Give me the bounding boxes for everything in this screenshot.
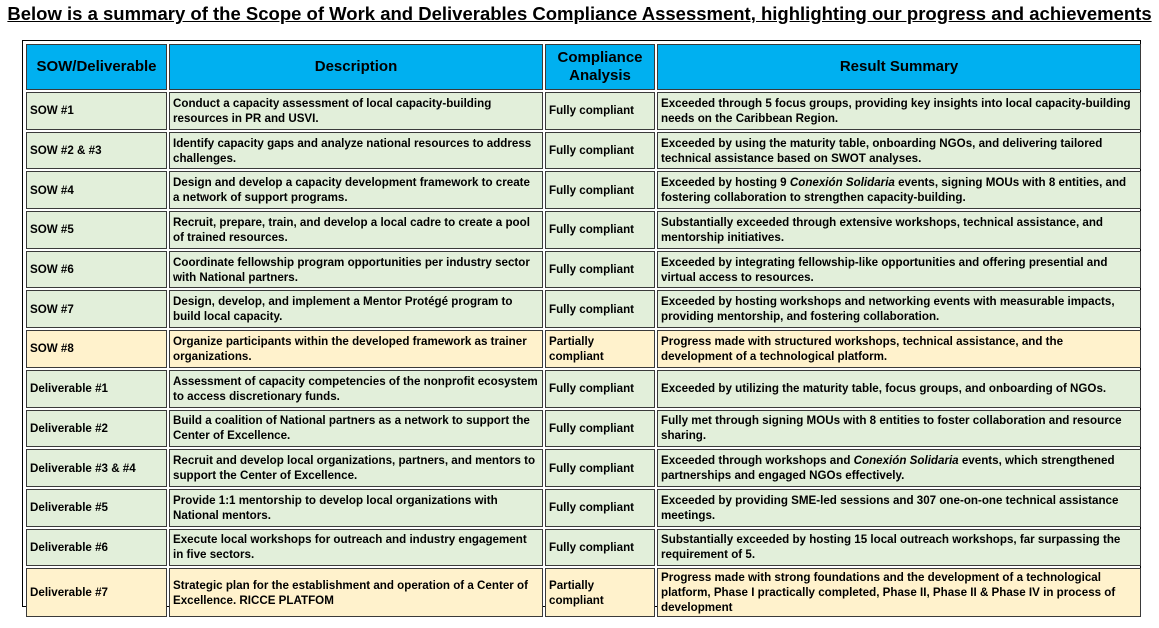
cell-sow-deliverable: SOW #4 bbox=[26, 171, 167, 209]
result-text: Progress made with strong foundations and the development of a technological platform, Phase I practically completed, Phase II, Phase II & Phase IV in process of development bbox=[661, 571, 1116, 615]
cell-compliance-status: Fully compliant bbox=[545, 92, 655, 130]
cell-description: Build a coalition of National partners as a network to support the Center of Excellence. bbox=[169, 410, 543, 448]
page-title: Below is a summary of the Scope of Work and Deliverables Compliance Assessment, highlighting our progress and achievements bbox=[7, 3, 1152, 24]
cell-result-summary bbox=[657, 290, 1141, 328]
table-row bbox=[26, 171, 1141, 209]
cell-description: Assessment of capacity competencies of the nonprofit ecosystem to access discretionary funds. bbox=[169, 370, 543, 408]
cell-compliance-status: Fully compliant bbox=[545, 211, 655, 249]
header-compliance-analysis: Compliance Analysis bbox=[545, 44, 655, 90]
table-row bbox=[26, 370, 1141, 408]
result-text: Progress made with structured workshops, technical assistance, and the development of a technological platform. bbox=[661, 334, 1064, 363]
table-row bbox=[26, 410, 1141, 448]
table-row bbox=[26, 92, 1141, 130]
cell-result-summary bbox=[657, 211, 1141, 249]
cell-compliance-status: Fully compliant bbox=[545, 370, 655, 408]
cell-description: Coordinate fellowship program opportunities per industry sector with National partners. bbox=[169, 251, 543, 289]
cell-result-summary bbox=[657, 132, 1141, 170]
result-text: Fully met through signing MOUs with 8 entities to foster collaboration and resource sharing. bbox=[661, 414, 1122, 443]
cell-compliance-status: Partially compliant bbox=[545, 568, 655, 617]
table-row bbox=[26, 330, 1141, 368]
cell-sow-deliverable: Deliverable #5 bbox=[26, 489, 167, 527]
cell-description: Identify capacity gaps and analyze national resources to address challenges. bbox=[169, 132, 543, 170]
event-name-emphasis: Conexión Solidaria bbox=[789, 176, 895, 190]
result-text: Exceeded by hosting 9 bbox=[661, 176, 790, 190]
cell-sow-deliverable: SOW #1 bbox=[26, 92, 167, 130]
cell-description: Design and develop a capacity development framework to create a network of support programs. bbox=[169, 171, 543, 209]
cell-sow-deliverable: Deliverable #3 & #4 bbox=[26, 449, 167, 487]
result-text: Exceeded through workshops and bbox=[661, 454, 854, 468]
table-row bbox=[26, 489, 1141, 527]
cell-result-summary bbox=[657, 92, 1141, 130]
cell-sow-deliverable: SOW #5 bbox=[26, 211, 167, 249]
header-sow-deliverable: SOW/Deliverable bbox=[26, 44, 167, 90]
result-text: Exceeded through 5 focus groups, providing key insights into local capacity-building needs on the Caribbean Region. bbox=[661, 96, 1131, 125]
cell-description: Provide 1:1 mentorship to develop local organizations with National mentors. bbox=[169, 489, 543, 527]
cell-description: Design, develop, and implement a Mentor Protégé program to build local capacity. bbox=[169, 290, 543, 328]
result-text: Exceeded by using the maturity table, onboarding NGOs, and delivering tailored technical assistance based on SWOT analyses. bbox=[661, 136, 1103, 165]
cell-result-summary bbox=[657, 529, 1141, 567]
cell-result-summary bbox=[657, 330, 1141, 368]
cell-compliance-status: Partially compliant bbox=[545, 330, 655, 368]
result-text: events, which strengthened partnerships and engaged NGOs effectively. bbox=[661, 454, 1115, 483]
cell-description: Execute local workshops for outreach and industry engagement in five sectors. bbox=[169, 529, 543, 567]
cell-sow-deliverable: SOW #8 bbox=[26, 330, 167, 368]
cell-sow-deliverable: SOW #6 bbox=[26, 251, 167, 289]
result-text: events, signing MOUs with 8 entities, and fostering collaboration to strengthen capacity-building. bbox=[661, 176, 1127, 205]
table-row bbox=[26, 529, 1141, 567]
cell-compliance-status: Fully compliant bbox=[545, 251, 655, 289]
cell-description: Organize participants within the developed framework as trainer organizations. bbox=[169, 330, 543, 368]
cell-description: Strategic plan for the establishment and operation of a Center of Excellence. RICCE PLATFOM bbox=[169, 568, 543, 617]
result-text: Exceeded by integrating fellowship-like opportunities and offering presential and virtual access to resources. bbox=[661, 255, 1108, 284]
cell-result-summary bbox=[657, 410, 1141, 448]
table-row bbox=[26, 449, 1141, 487]
cell-description: Conduct a capacity assessment of local capacity-building resources in PR and USVI. bbox=[169, 92, 543, 130]
cell-compliance-status: Fully compliant bbox=[545, 290, 655, 328]
header-result-summary: Result Summary bbox=[657, 44, 1141, 90]
table-row bbox=[26, 290, 1141, 328]
cell-result-summary bbox=[657, 568, 1141, 617]
cell-compliance-status: Fully compliant bbox=[545, 410, 655, 448]
cell-result-summary bbox=[657, 489, 1141, 527]
table-row bbox=[26, 211, 1141, 249]
table-row bbox=[26, 132, 1141, 170]
table-header-row bbox=[26, 44, 1141, 90]
cell-description: Recruit and develop local organizations, partners, and mentors to support the Center of Excellence. bbox=[169, 449, 543, 487]
cell-sow-deliverable: SOW #2 & #3 bbox=[26, 132, 167, 170]
cell-result-summary bbox=[657, 171, 1141, 209]
cell-sow-deliverable: SOW #7 bbox=[26, 290, 167, 328]
cell-result-summary bbox=[657, 370, 1141, 408]
cell-compliance-status: Fully compliant bbox=[545, 171, 655, 209]
result-text: Exceeded by utilizing the maturity table, focus groups, and onboarding of NGOs. bbox=[661, 382, 1107, 396]
result-text: Exceeded by providing SME-led sessions and 307 one-on-one technical assistance meetings. bbox=[661, 493, 1119, 522]
result-text: Substantially exceeded through extensive workshops, technical assistance, and mentorship initiatives. bbox=[661, 215, 1104, 244]
compliance-table bbox=[24, 42, 1143, 619]
event-name-emphasis: Conexión Solidaria bbox=[853, 454, 959, 468]
table-body bbox=[26, 92, 1141, 617]
cell-compliance-status: Fully compliant bbox=[545, 529, 655, 567]
cell-sow-deliverable: Deliverable #6 bbox=[26, 529, 167, 567]
header-description: Description bbox=[169, 44, 543, 90]
cell-compliance-status: Fully compliant bbox=[545, 449, 655, 487]
cell-compliance-status: Fully compliant bbox=[545, 132, 655, 170]
result-text: Substantially exceeded by hosting 15 local outreach workshops, far surpassing the requirement of 5. bbox=[661, 533, 1121, 562]
cell-sow-deliverable: Deliverable #1 bbox=[26, 370, 167, 408]
cell-sow-deliverable: Deliverable #2 bbox=[26, 410, 167, 448]
cell-compliance-status: Fully compliant bbox=[545, 489, 655, 527]
table-row bbox=[26, 568, 1141, 617]
cell-sow-deliverable: Deliverable #7 bbox=[26, 568, 167, 617]
cell-description: Recruit, prepare, train, and develop a local cadre to create a pool of trained resources. bbox=[169, 211, 543, 249]
cell-result-summary bbox=[657, 449, 1141, 487]
result-text: Exceeded by hosting workshops and networking events with measurable impacts, providing mentorship, and fostering collaboration. bbox=[661, 295, 1115, 324]
cell-result-summary bbox=[657, 251, 1141, 289]
table-row bbox=[26, 251, 1141, 289]
